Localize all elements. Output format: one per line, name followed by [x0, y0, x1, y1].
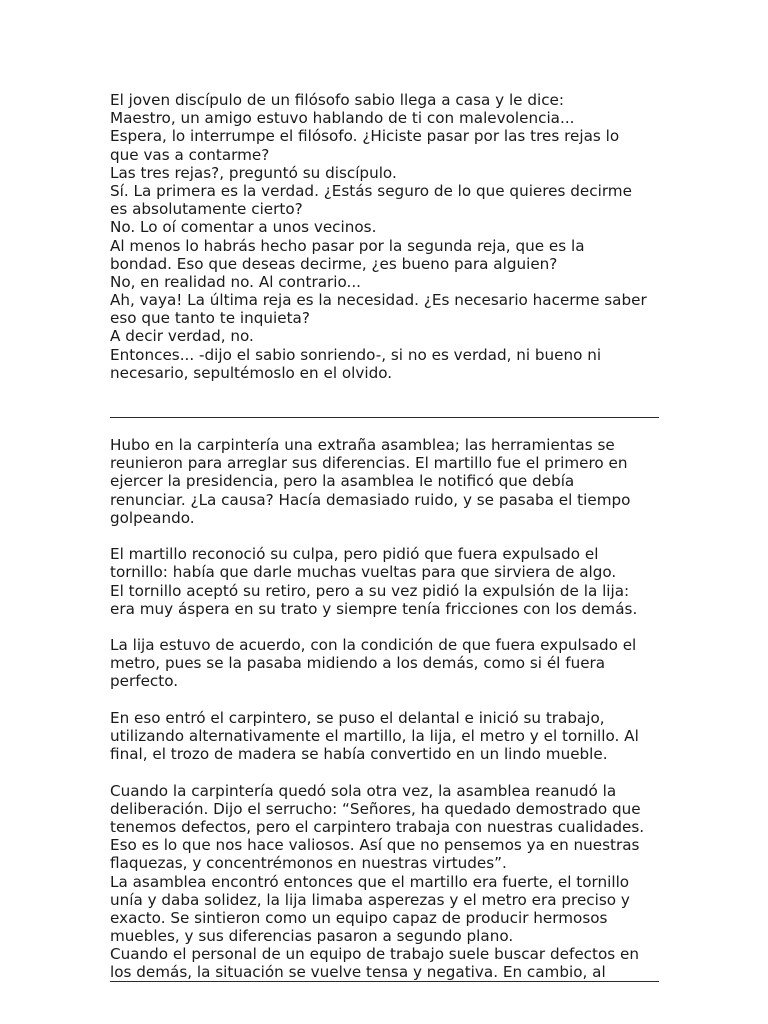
paragraph — [110, 782, 660, 982]
text-line: Espera, lo interrumpe el filósofo. ¿Hiciste pasar por las tres rejas lo — [110, 127, 620, 146]
text-line: renunciar. ¿La causa? Hacía demasiado ruido, y se pasaba el tiempo — [110, 490, 631, 509]
paragraph-gap — [110, 691, 660, 709]
text-line: tornillo: había que darle muchas vueltas para que sirviera de algo. — [110, 563, 617, 582]
text-line: A decir verdad, no. — [110, 327, 254, 346]
paragraph — [110, 436, 660, 527]
text-line: Entonces... -dijo el sabio sonriendo-, si no es verdad, ni bueno ni — [110, 345, 602, 364]
text-line: golpeando. — [110, 508, 195, 527]
text-line: los demás, la situación se vuelve tensa y negativa. En cambio, al — [110, 963, 606, 982]
story-carpentry-assembly — [110, 436, 660, 982]
text-line: La asamblea encontró entonces que el martillo era fuerte, el tornillo — [110, 872, 630, 891]
text-line: metro, pues se la pasaba midiendo a los demás, como si él fuera — [110, 654, 606, 673]
text-line: Las tres rejas?, preguntó su discípulo. — [110, 163, 397, 182]
text-line: Maestro, un amigo estuvo hablando de ti con malevolencia... — [110, 109, 575, 128]
text-line: Sí. La primera es la verdad. ¿Estás seguro de lo que quieres decirme — [110, 181, 632, 200]
text-line: ejercer la presidencia, pero la asamblea le notificó que debía — [110, 472, 575, 491]
text-line: No. Lo oí comentar a unos vecinos. — [110, 218, 377, 237]
text-line: Cuando el personal de un equipo de trabajo suele buscar defectos en — [110, 945, 639, 964]
text-line: muebles, y sus diferencias pasaron a segundo plano. — [110, 927, 514, 946]
text-line: es absolutamente cierto? — [110, 200, 303, 219]
text-line: que vas a contarme? — [110, 145, 270, 164]
paragraph-gap — [110, 527, 660, 545]
text-line: exacto. Se sintieron como un equipo capaz de producir hermosos — [110, 908, 608, 927]
text-line: El joven discípulo de un filósofo sabio llega a casa y le dice: — [110, 91, 565, 109]
text-line: Al menos lo habrás hecho pasar por la segunda reja, que es la — [110, 236, 585, 255]
text-line: tenemos defectos, pero el carpintero trabaja con nuestras cualidades. — [110, 817, 645, 836]
page-bottom-rule — [110, 981, 659, 982]
story-three-sieves — [110, 91, 660, 382]
text-line: reunieron para arreglar sus diferencias. El martillo fue el primero en — [110, 454, 628, 473]
text-line: En eso entró el carpintero, se puso el delantal e inició su trabajo, — [110, 708, 605, 727]
text-line: El martillo reconoció su culpa, pero pidió que fuera expulsado el — [110, 545, 599, 564]
text-line: Hubo en la carpintería una extraña asamblea; las herramientas se — [110, 436, 615, 454]
text-line: eso que tanto te inquieta? — [110, 309, 310, 328]
text-line: La lija estuvo de acuerdo, con la condición de que fuera expulsado el — [110, 636, 637, 655]
text-line: bondad. Eso que deseas decirme, ¿es bueno para alguien? — [110, 254, 558, 273]
paragraph-gap — [110, 618, 660, 636]
text-line: utilizando alternativamente el martillo, la lija, el metro y el tornillo. Al — [110, 727, 639, 745]
paragraph-gap — [110, 763, 660, 781]
paragraph — [110, 709, 660, 764]
paragraph — [110, 636, 660, 691]
text-line: final, el trozo de madera se había convertido en un lindo mueble. — [110, 745, 608, 764]
text-line: Cuando la carpintería quedó sola otra vez, la asamblea reanudó la — [110, 781, 617, 800]
text-line: flaquezas, y concentrémonos en nuestras virtudes”. — [110, 854, 507, 873]
section-divider — [110, 417, 659, 418]
text-line: No, en realidad no. Al contrario... — [110, 272, 362, 291]
text-line: unía y daba solidez, la lija limaba asperezas y el metro era preciso y — [110, 890, 630, 909]
paragraph — [110, 545, 660, 618]
text-line: El tornillo aceptó su retiro, pero a su vez pidió la expulsión de la lija: — [110, 581, 630, 600]
text-line: necesario, sepultémoslo en el olvido. — [110, 363, 393, 382]
text-line: deliberación. Dijo el serrucho: “Señores, ha quedado demostrado que — [110, 799, 641, 818]
text-line: Eso es lo que nos hace valiosos. Así que no pensemos ya en nuestras — [110, 836, 640, 855]
text-line: Ah, vaya! La última reja es la necesidad. ¿Es necesario hacerme saber — [110, 291, 647, 310]
text-line: era muy áspera en su trato y siempre tenía fricciones con los demás. — [110, 599, 638, 618]
text-line: perfecto. — [110, 672, 179, 691]
